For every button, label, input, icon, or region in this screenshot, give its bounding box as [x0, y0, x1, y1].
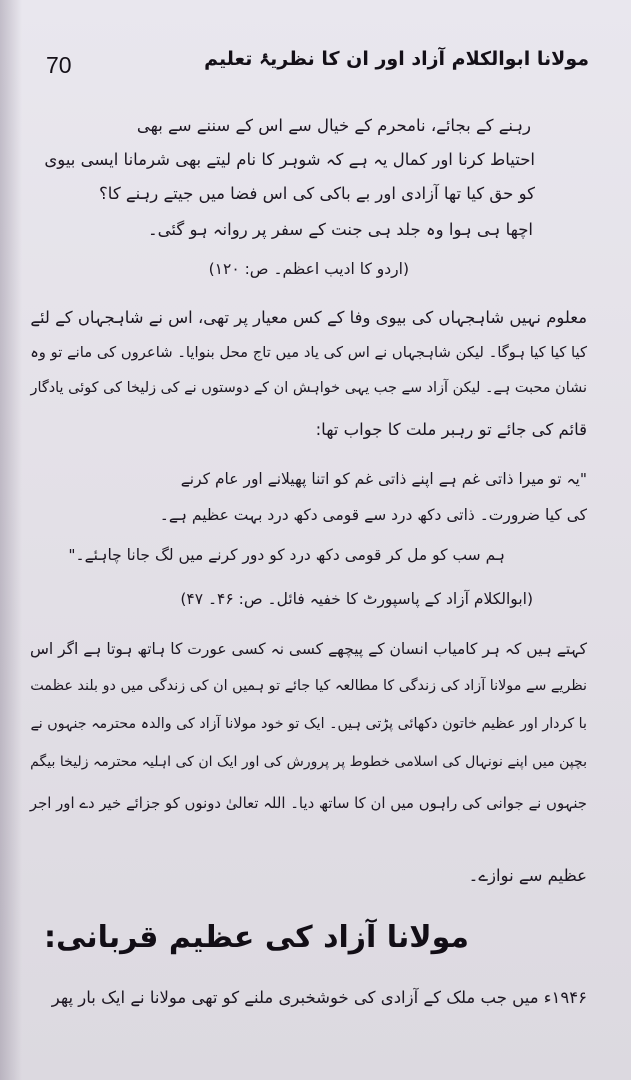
page-header	[40, 48, 589, 84]
text-line: کیا کیا کیا ہوگا۔ لیکن شاہجہاں نے اس کی یاد میں تاج محل بنوایا۔ شاعروں کی مانے تو وہ	[30, 344, 587, 361]
page-binding-shadow	[0, 0, 22, 1080]
text-line: قائم کی جائے تو رہبر ملت کا جواب تھا:	[315, 420, 587, 439]
text-line: کہتے ہیں کہ ہر کامیاب انسان کے پیچھے کسی نہ کسی عورت کا ہاتھ ہوتا ہے اگر اس	[29, 640, 587, 658]
text-line: نشان محبت ہے۔ لیکن آزاد سے جب یہی خواہش ان کے دوستوں نے کی زلیخا کی کوئی یادگار	[30, 380, 587, 396]
text-line: بچپن میں اپنے نونہال کی اسلامی خطوط پر پرورش کی اور ایک ان کی اہلیہ محترمہ زلیخا بیگم	[30, 754, 587, 770]
text-line: ۱۹۴۶ء میں جب ملک کے آزادی کی خوشخبری ملنے کو تھی مولانا نے ایک بار پھر	[51, 988, 587, 1007]
running-title: مولانا ابوالکلام آزاد اور ان کا نظریۂ تعلیم	[204, 48, 589, 70]
page-number: 70	[46, 52, 72, 78]
text-line: کو حق کیا تھا آزادی اور بے باکی کی اس فضا میں جیتے رہنے کا؟	[99, 184, 535, 203]
quote-line: "یہ تو میرا ذاتی غم ہے اپنے ذاتی غم کو اتنا پھیلانے اور عام کرنے	[180, 470, 587, 488]
citation: (اردو کا ادیب اعظم۔ ص: ۱۲۰)	[208, 260, 409, 278]
text-line: رہنے کے بجائے، نامحرم کے خیال سے اس کے سننے سے بھی	[136, 116, 531, 135]
citation: (ابوالکلام آزاد کے پاسپورٹ کا خفیہ فائل۔ ص: ۴۶۔ ۴۷)	[180, 590, 533, 608]
text-line: عظیم سے نوازے۔	[468, 866, 587, 885]
section-heading: مولانا آزاد کی عظیم قربانی:	[44, 920, 469, 955]
text-line: احتیاط کرنا اور کمال یہ ہے کہ شوہر کا نام لیتے بھی شرمانا ایسی بیوی	[44, 150, 535, 169]
quote-line: کی کیا ضرورت۔ ذاتی دکھ درد سے قومی دکھ درد بہت عظیم ہے۔	[159, 506, 587, 524]
text-line: جنہوں نے جوانی کی راہوں میں ان کا ساتھ دیا۔ اللہ تعالیٰ دونوں کو جزائے خیر دے اور اجر	[29, 794, 587, 812]
quote-line: ہم سب کو مل کر قومی دکھ درد کو دور کرنے میں لگ جانا چاہئے۔"	[68, 546, 505, 564]
text-line: نظریے سے مولانا آزاد کی زندگی کا مطالعہ کیا جائے تو ہمیں ان کی زندگی میں دو بلند عظمت	[30, 678, 587, 694]
text-line: با کردار اور عظیم خاتون دکھائی پڑتی ہیں۔ ایک تو خود مولانا آزاد کی والدہ محترمہ جنہوں نے	[30, 716, 587, 732]
text-line: معلوم نہیں شاہجہاں کی بیوی وفا کے کس معیار پر تھی، اس نے شاہجہاں کے لئے	[30, 308, 587, 327]
text-line: اچھا ہی ہوا وہ جلد ہی جنت کے سفر پر روانہ ہو گئی۔	[147, 220, 533, 239]
